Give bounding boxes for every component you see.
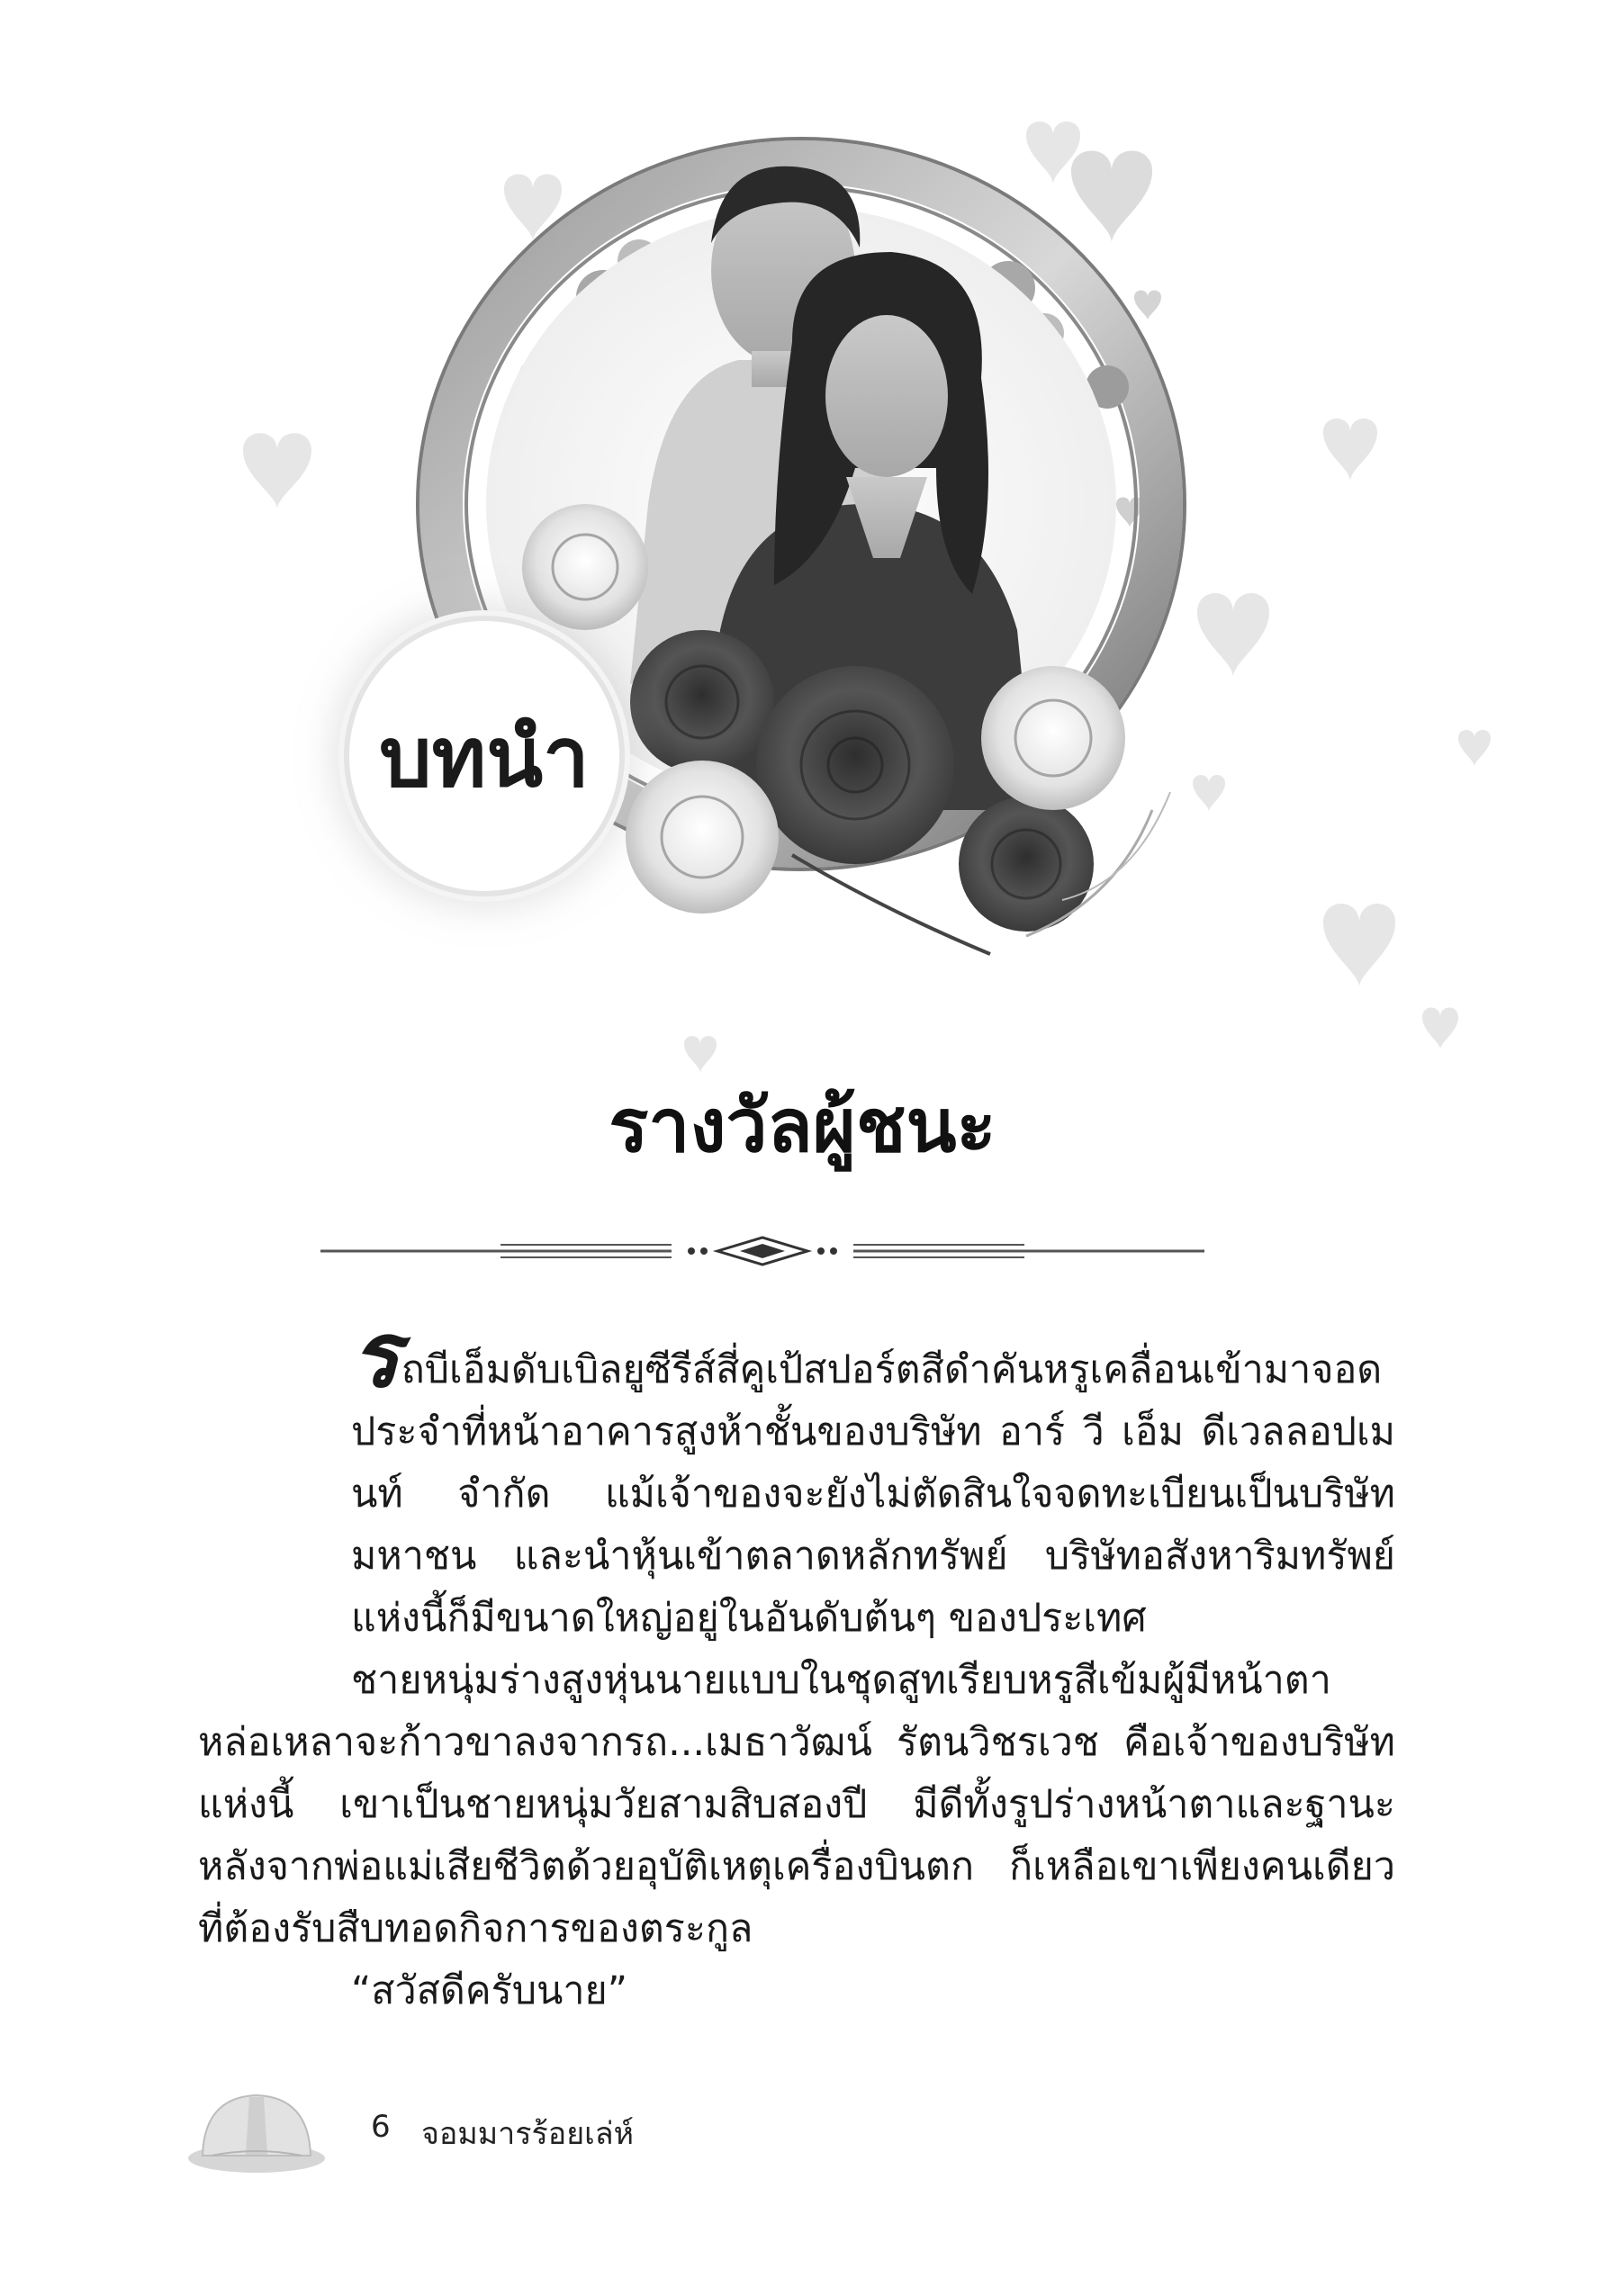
cover-illustration: [0, 0, 1605, 1107]
page-number: 6: [371, 2109, 391, 2145]
ornamental-divider: [320, 1233, 1204, 1269]
drop-cap: ร: [351, 1301, 400, 1408]
paragraph-1-text: ถบีเอ็มดับเบิลยูซีรีส์สี่คูเป้สปอร์ตสีดำคันหรูเคลื่อนเข้ามาจอดประจำที่หน้าอาคารสูงห้าชั้นของบริษัท อาร์ วี เอ็ม ดีเวลลอปเมนท์ จำกัด แม้เจ้าของจะยังไม่ตัดสินใจจดทะเบียนเป็นบริษัทมหาชน และนำหุ้นเข้าตลาดหลักทรัพย์ บริษัทอสังหาริมทรัพย์แห่งนี้ก็มีขนาดใหญ่อยู่ในอันดับต้นๆ ของประเทศ: [351, 1347, 1395, 1641]
body-text: [198, 1301, 1395, 2022]
paragraph-1: [198, 1301, 1395, 1650]
paragraph-2: ชายหนุ่มร่างสูงหุ่นนายแบบในชุดสูทเรียบหรูสีเข้มผู้มีหน้าตาหล่อเหลาจะก้าวขาลงจากรถ...เมธาวัฒน์ รัตนวิชรเวช คือเจ้าของบริษัทแห่งนี้ เขาเป็นชายหนุ่มวัยสามสิบสองปี มีดีทั้งรูปร่างหน้าตาและฐานะ หลังจากพ่อแม่เสียชีวิตด้วยอุบัติเหตุเครื่องบินตก ก็เหลือเขาเพียงคนเดียวที่ต้องรับสืบทอดกิจการของตระกูล: [198, 1658, 1395, 1951]
hard-hat-icon: [185, 2079, 329, 2178]
chapter-badge: [349, 621, 619, 891]
paragraph-3: “สวัสดีครับนาย”: [351, 1968, 628, 2013]
section-title: รางวัลผู้ชนะ: [609, 1083, 996, 1169]
chapter-label: บทนำ: [379, 707, 590, 806]
running-title: จอมมารร้อยเล่ห์: [421, 2116, 634, 2152]
